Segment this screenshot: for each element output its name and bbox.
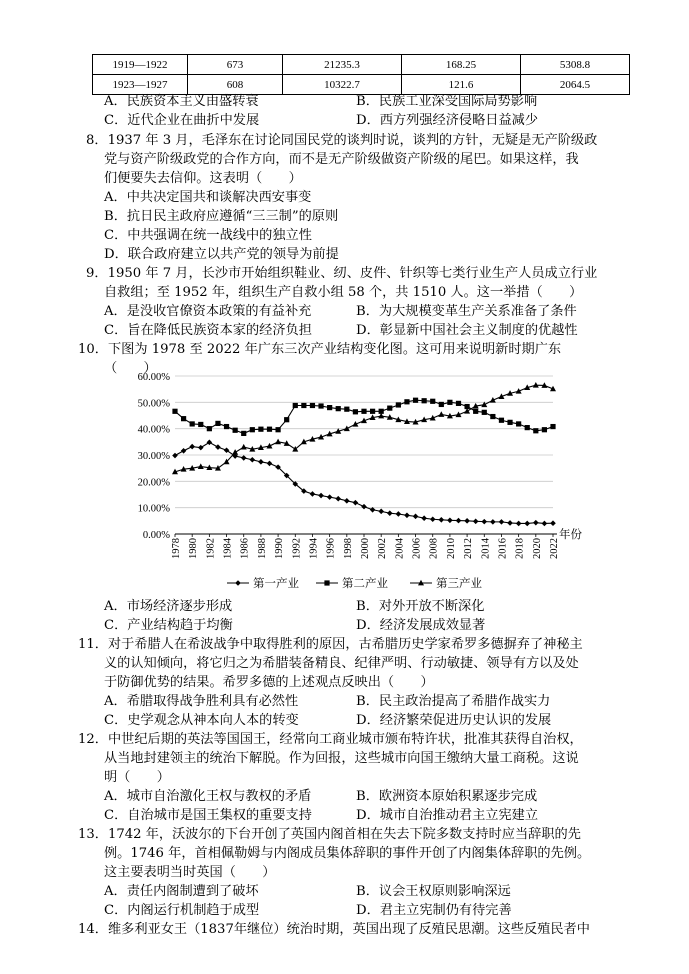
data-point [207,440,213,446]
q10-stem-line: （ ） [104,361,157,376]
q11-option-a[interactable]: A．希腊取得战争胜利具有必然性 [104,694,299,709]
q9-option-d[interactable]: D．彰显新中国社会主义制度的优越性 [356,323,578,338]
data-point [172,453,178,459]
q13-option-a[interactable]: A．责任内阁制遭到了破坏 [104,884,259,899]
data-point [207,426,212,431]
data-point [198,445,204,451]
data-point [516,421,521,426]
y-tick-label: 0.00% [142,530,170,541]
q10-option-c[interactable]: C．产业结构趋于均衡 [104,618,233,633]
table-cell: 121.6 [402,75,521,95]
chart-series [172,382,556,526]
data-point [473,409,478,414]
data-point [258,459,264,465]
data-point [396,511,402,517]
x-tick-label: 2020 [531,538,543,559]
x-tick-label: 2006 [411,538,423,559]
data-point [181,448,187,454]
q9-option-a[interactable]: A．是没收官僚资本政策的有益补充 [104,304,312,319]
data-point [516,521,522,527]
data-point [464,518,470,524]
data-point [387,406,392,411]
data-point [473,519,479,525]
legend-label: 第三产业 [436,576,482,590]
q11-option-c[interactable]: C．史学观念从神本向人本的转变 [104,713,299,728]
q11-stem-line: 于防御优势的结果。希罗多德的上述观点反映出（ ） [104,675,434,690]
data-point [327,494,333,500]
chart-legend [227,576,482,590]
table-cell: 1919—1922 [93,55,188,75]
data-point [439,402,444,407]
y-tick-label: 10.00% [137,503,170,515]
data-point [241,444,247,450]
data-point [499,418,504,423]
data-point [550,424,555,429]
data-point [344,407,349,412]
data-point [232,449,238,455]
data-point [353,500,359,506]
data-point [267,427,272,432]
q11-option-d[interactable]: D．经济繁荣促进历史认识的发展 [356,713,552,728]
data-point [361,504,367,510]
q11-stem-line: 11．对于希腊人在希波战争中取得胜利的原因，古希腊历史学家希罗多德摒弃了神秘主 [78,637,583,652]
data-point [190,421,195,426]
x-tick-label: 1998 [342,538,354,559]
data-point [447,518,453,524]
data-point [250,427,255,432]
data-point [335,496,341,502]
data-point [542,427,547,432]
series-diamond [172,440,556,527]
data-point [250,457,256,463]
data-point [241,431,246,436]
x-tick-label: 1988 [256,538,268,559]
data-point [507,420,512,425]
data-point [267,461,273,467]
data-point [318,403,323,408]
legend-label: 第一产业 [253,576,299,590]
q12-option-a[interactable]: A．城市自治激化王权与教权的矛盾 [104,789,312,804]
table-cell: 1923—1927 [93,75,188,95]
x-tick-label: 1980 [188,538,200,559]
table-cell: 673 [188,55,283,75]
data-point [224,424,229,429]
data-point [447,400,452,405]
data-point [533,428,538,433]
table-cell: 5308.8 [521,55,630,75]
q9-option-b[interactable]: B．为大规模变革生产关系准备了条件 [356,304,577,319]
q14-stem-line: 14．维多利亚女王（1837年继位）统治时期，英国出现了反殖民思潮。这些反殖民者中 [78,922,590,937]
q11-stem-line: 义的认知倾向，将它归之为希腊装备精良、纪律严明、行动敏捷、领导有方以及处 [104,656,579,671]
q8-option-c[interactable]: C．中共强调在统一战线中的独立性 [104,228,312,243]
data-point [422,398,427,403]
q8-stem-line: 党与资产阶级政党的合作方向，而不是无产阶级做资产阶级的尾巴。如果这样，我 [104,152,579,167]
data-point [233,428,238,433]
table-cell: 168.25 [402,55,521,75]
y-tick-label: 50.00% [137,398,170,410]
q10-option-d[interactable]: D．经济发展成效显著 [356,618,486,633]
data-point [525,425,530,430]
q7-option-d[interactable]: D．西方列强经济侵略日益减少 [356,113,539,128]
q12-stem-line: 明（ ） [104,770,170,785]
table-cell: 608 [188,75,283,95]
q13-option-b[interactable]: B．议会王权原则影响深远 [356,884,511,899]
q12-option-d[interactable]: D．城市自治推动君主立宪建立 [356,808,539,823]
x-tick-label: 1990 [274,538,286,559]
data-point [542,521,548,527]
data-point [499,519,505,525]
legend-marker [235,580,241,586]
q9-stem-line: 9．1950 年 7 月，长沙市开始组织鞋业、纫、皮件、针织等七类行业生产人员成立行业 [86,266,598,281]
data-point [430,399,435,404]
x-tick-label: 2016 [497,538,509,559]
legend-label: 第二产业 [342,576,388,590]
x-tick-label: 1982 [205,538,217,559]
series-square [172,398,555,436]
y-tick-label: 20.00% [137,477,170,489]
x-tick-label: 1996 [325,538,337,559]
q13-option-c[interactable]: C．内阁运行机制趋于成型 [104,903,260,918]
data-point [421,515,427,521]
x-tick-label: 2014 [480,538,492,559]
q10-option-a[interactable]: A．市场经济逐步形成 [104,599,233,614]
data-point [293,403,298,408]
data-point [438,411,444,417]
data-point [310,491,316,497]
q12-stem-line: 12．中世纪后期的英法等国国王，经常向工商业城市颁布特许状，批准其获得自治权， [78,732,583,747]
q8-stem-line: 8．1937 年 3 月，毛泽东在讨论同国民党的谈判时说，谈判的方针，无疑是无产阶级政 [86,133,598,148]
data-point [430,516,436,522]
data-point [490,519,496,525]
data-point [361,409,366,414]
q7-option-c[interactable]: C．近代企业在曲折中发展 [104,113,260,128]
y-tick-label: 30.00% [137,451,170,462]
q7-option-a[interactable]: A．民族资本主义由盛转衰 [104,94,259,109]
data-point [301,403,306,408]
x-axis [171,527,582,559]
q13-stem-line: 13．1742 年，沃波尔的下台开创了英国内阁首相在失去下院多数支持时应当辞职的先 [78,827,581,842]
y-axis [138,372,171,541]
y-tick-label: 60.00% [137,372,170,383]
q12-option-c[interactable]: C．自治城市是国王集权的重要支持 [104,808,312,823]
q13-stem-line: 这主要表明当时英国（ ） [104,865,276,880]
data-point [396,402,401,407]
data-point [336,406,341,411]
data-point [507,520,513,526]
q10-option-b[interactable]: B．对外开放不断深化 [356,599,485,614]
x-tick-label: 1978 [171,538,182,559]
x-tick-label: 2012 [463,538,475,559]
data-point [456,518,462,524]
q7-option-b[interactable]: B．民族工业深受国际局势影响 [356,94,538,109]
data-point [310,403,315,408]
data-point [353,409,358,414]
x-tick-label: 1992 [291,538,303,559]
data-point [344,498,350,504]
data-point [387,510,393,516]
data-point [378,509,384,515]
x-tick-label: 2022 [549,538,560,559]
q10-stem-line: 10．下图为 1978 至 2022 年广东三次产业结构变化图。这可用来说明新时期广东 [78,342,562,357]
data-point [413,398,418,403]
x-tick-label: 1984 [222,538,234,559]
data-point [456,401,461,406]
data-point [198,463,204,469]
data-point [413,514,419,520]
x-tick-label: 2008 [428,538,440,559]
q13-option-d[interactable]: D．君主立宪制仍有待完善 [356,903,512,918]
data-point [524,521,530,527]
q9-stem-line: 自救组；至 1952 年，组织生产自救小组 58 个，共 1510 人。这一举措（ ） [104,285,583,300]
q8-option-a[interactable]: A．中共决定国共和谈解决西安事变 [104,190,312,205]
data-point [172,409,177,414]
q8-option-b[interactable]: B．抗日民主政府应遵循“三三制”的原则 [104,209,339,224]
x-tick-label: 2018 [514,538,526,559]
q12-option-b[interactable]: B．欧洲资本原始积累逐步完成 [356,789,538,804]
data-point [481,519,487,525]
data-point [275,439,281,445]
table-cell: 10322.7 [283,75,402,95]
data-point [404,399,409,404]
data-point [181,416,186,421]
x-tick-label: 2010 [445,538,457,559]
q8-stem-line: 们便要失去信仰。这表明（ ） [104,171,302,186]
data-point [404,513,410,519]
data-point [439,517,445,523]
data-point [490,414,495,419]
data-point [189,444,195,450]
x-axis-unit-label: 年份 [559,527,582,541]
data-point [258,427,263,432]
data-point [482,410,487,415]
data-point [318,493,324,499]
data-point [198,422,203,427]
x-tick-label: 2004 [394,538,406,559]
data-point [267,443,273,449]
data-point [284,417,289,422]
data-point [327,405,332,410]
data-point [275,427,280,432]
y-tick-label: 40.00% [137,424,170,436]
series-line [175,442,553,523]
x-tick-label: 2002 [377,538,389,559]
data-point [370,409,375,414]
data-point [215,421,220,426]
q13-stem-line: 例。1746 年，首相佩勒姆与内阁成员集体辞职的事件开创了内阁集体辞职的先例。 [104,846,591,861]
data-point [550,520,556,526]
data-point [215,444,221,450]
x-tick-label: 2000 [360,538,371,559]
x-tick-label: 1986 [239,538,251,559]
data-point [533,520,539,526]
table-cell: 2064.5 [521,75,630,95]
data-point [241,455,247,461]
q12-stem-line: 从当地封建领主的统治下解脱。作为回报，这些城市向国王缴纳大量工商税。这说 [104,751,579,766]
chart-grid [175,376,553,508]
table-cell: 21235.3 [283,55,402,75]
legend-marker [324,580,329,585]
q8-option-d[interactable]: D．联合政府建立以共产党的领导为前提 [104,247,339,262]
x-tick-label: 1994 [308,538,320,559]
q11-option-b[interactable]: B．民主政治提高了希腊作战实力 [356,694,551,709]
q9-option-c[interactable]: C．旨在降低民族资本家的经济负担 [104,323,312,338]
